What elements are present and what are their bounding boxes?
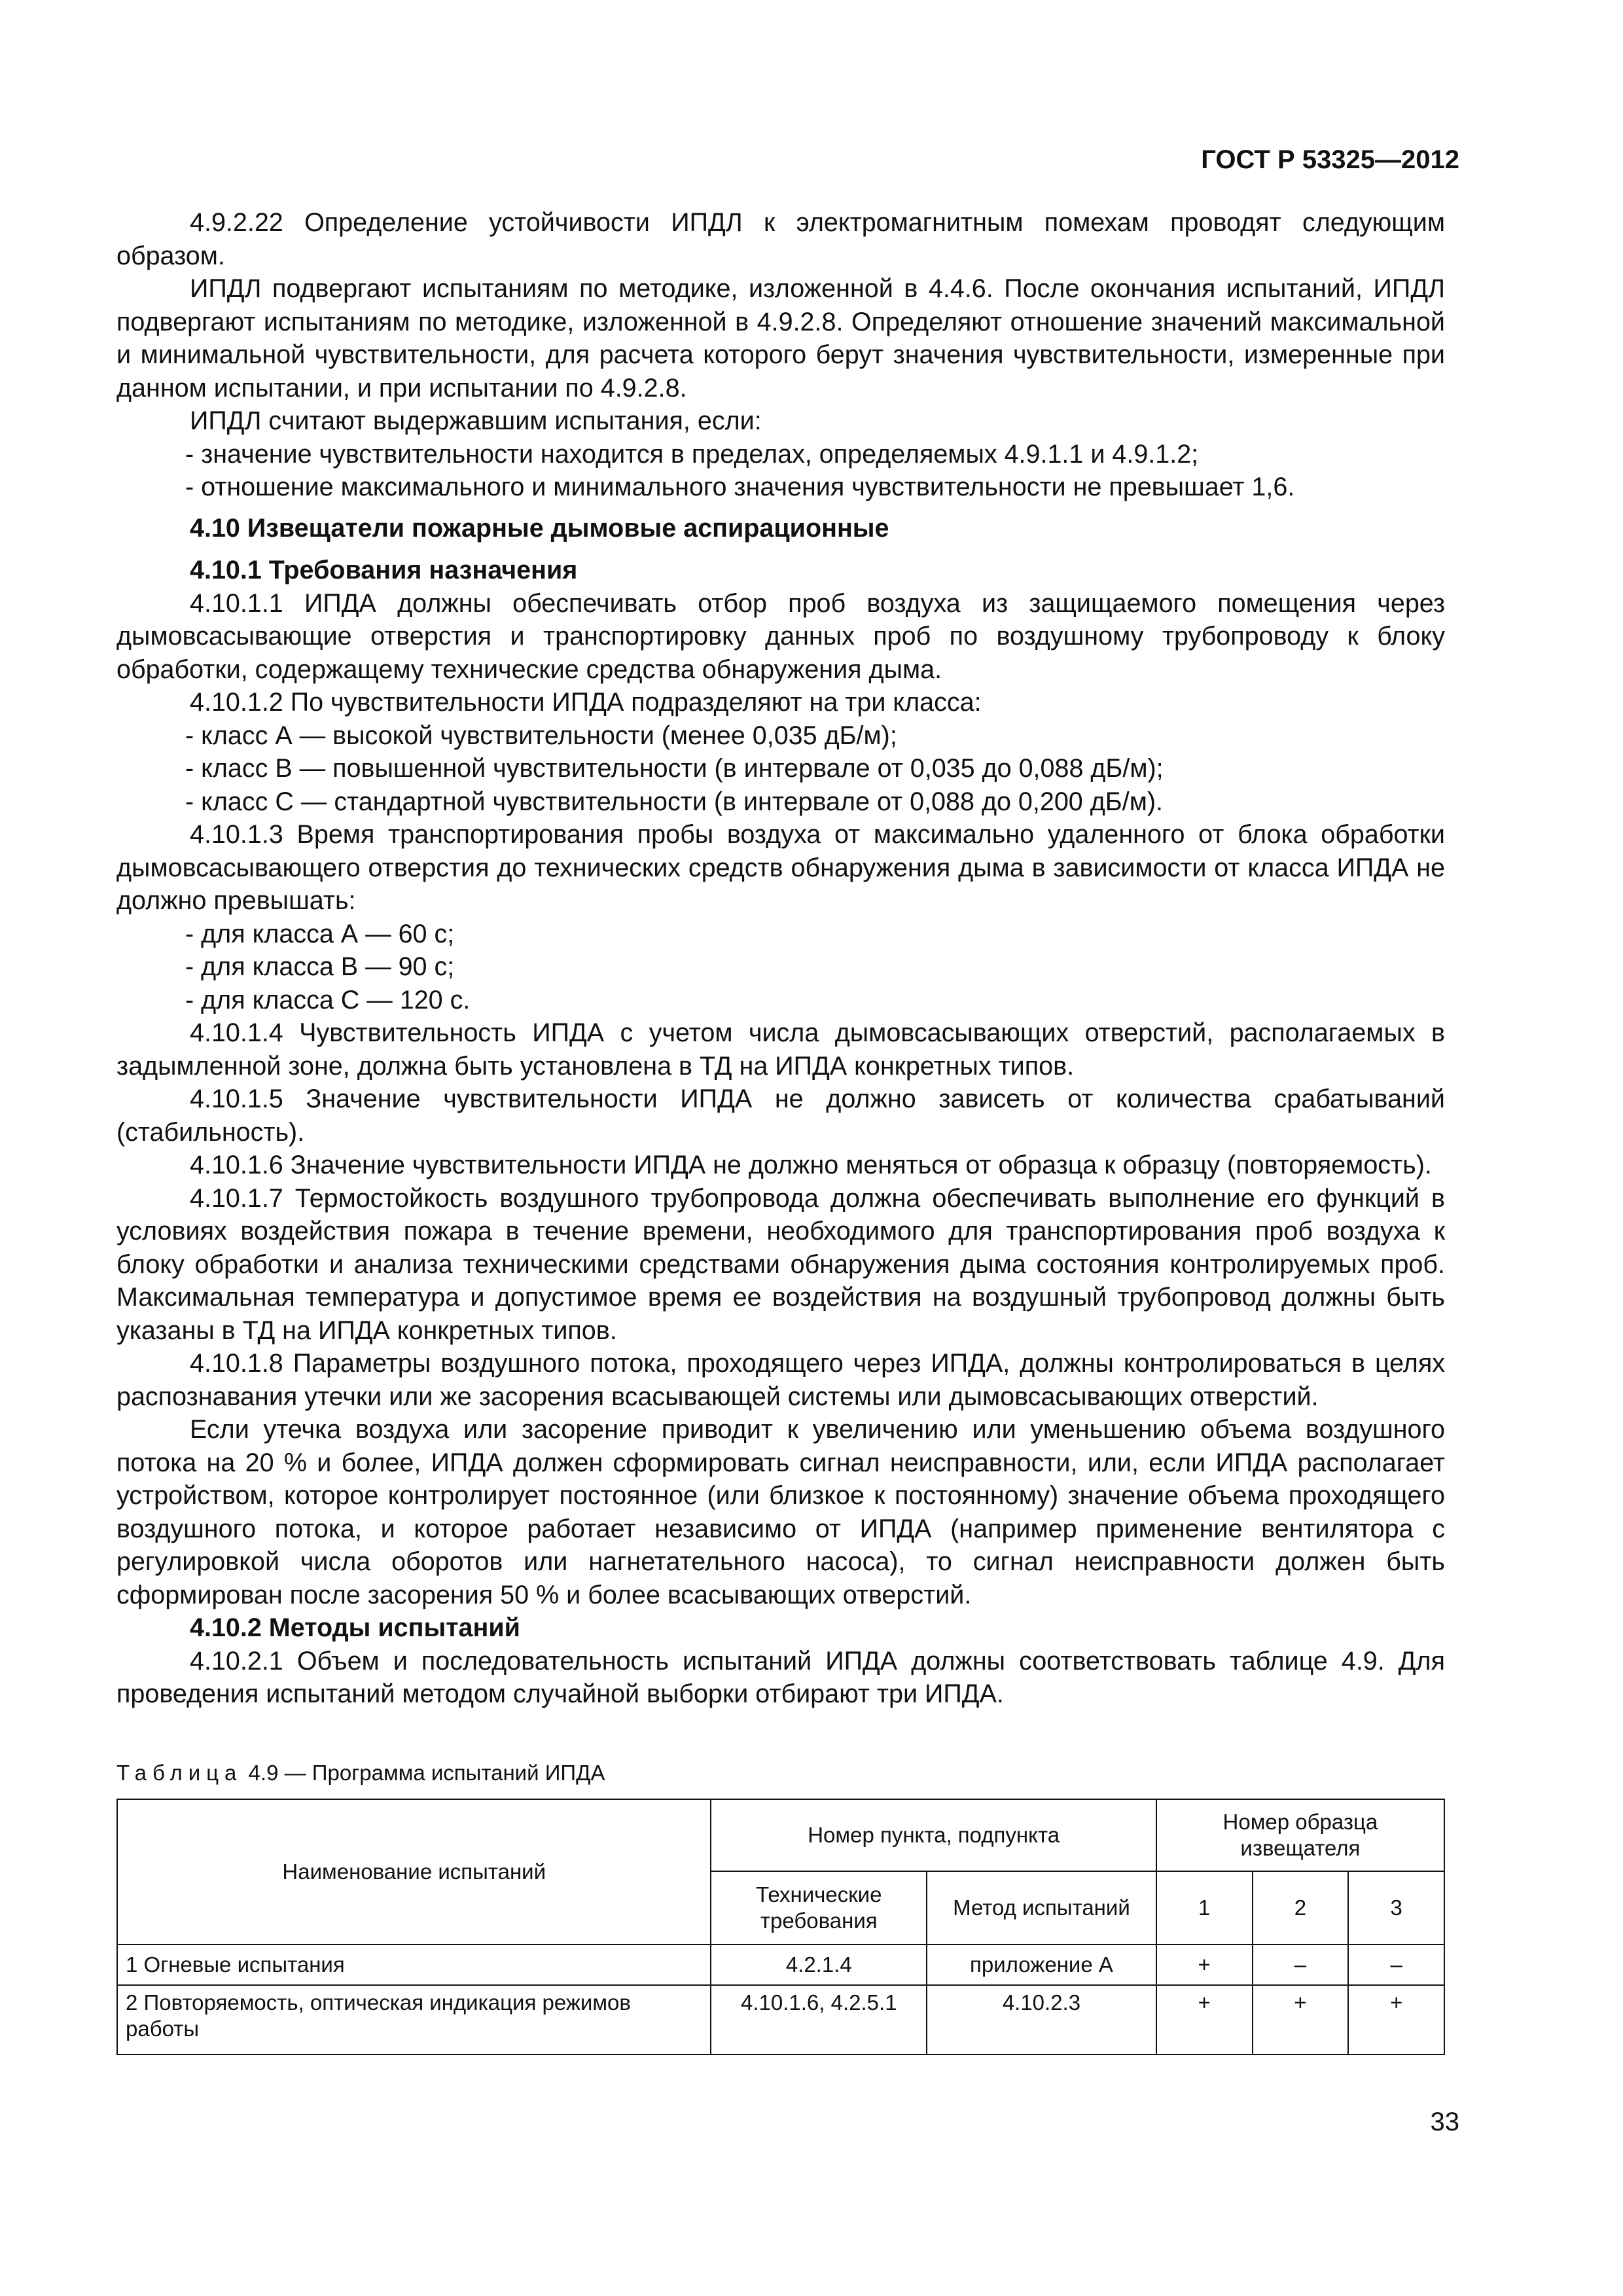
- header-tech-requirements: Технические требования: [711, 1871, 927, 1945]
- table-row: [117, 1945, 1444, 1985]
- cell-sample-2: +: [1253, 1985, 1349, 2054]
- list-item: - класс А — высокой чувствительности (менее 0,035 дБ/м);: [185, 721, 897, 750]
- list-item: - для класса В — 90 с;: [185, 952, 455, 981]
- paragraph: ИПДЛ подвергают испытаниям по методике, изложенной в 4.4.6. После окончания испытаний, ИПДЛ подвергают испытаниям по методике, изложенной в 4.9.2.8. Определяют отношение значений максимальной и минимальной чувствительности, для расчета которого берут значения чувствительности, измеренные при данном испытании, и при испытании по 4.9.2.8.: [116, 274, 1445, 403]
- cell-sample-2: –: [1253, 1945, 1349, 1985]
- cell-method: приложение А: [927, 1945, 1156, 1985]
- document-header: ГОСТ Р 53325—2012: [1201, 145, 1459, 174]
- header-sample-3: 3: [1348, 1871, 1444, 1945]
- cell-sample-1: +: [1156, 1945, 1253, 1985]
- header-sample-2: 2: [1253, 1871, 1349, 1945]
- paragraph: 4.10.1.8 Параметры воздушного потока, проходящего через ИПДА, должны контролироваться в целях распознавания утечки или же засорения всасывающей системы или дымовсасывающих отверстий.: [116, 1349, 1445, 1411]
- cell-method: 4.10.2.3: [927, 1985, 1156, 2054]
- cell-sample-3: –: [1348, 1945, 1444, 1985]
- paragraph: ИПДЛ считают выдержавшим испытания, если:: [190, 406, 762, 435]
- paragraph: 4.9.2.22 Определение устойчивости ИПДЛ к электромагнитным помехам проводят следующим образом.: [116, 208, 1445, 270]
- subsection-heading: 4.10.2 Методы испытаний: [190, 1613, 520, 1642]
- header-test-name: Наименование испытаний: [117, 1799, 711, 1945]
- paragraph: 4.10.1.1 ИПДА должны обеспечивать отбор проб воздуха из защищаемого помещения через дымовсасывающие отверстия и транспортировку данных проб по воздушному трубопроводу к блоку обработки, содержащему технические средства обнаружения дыма.: [116, 588, 1445, 684]
- cell-sample-1: +: [1156, 1985, 1253, 2054]
- paragraph: 4.10.1.5 Значение чувствительности ИПДА не должно зависеть от количества срабатываний (стабильность).: [116, 1085, 1445, 1147]
- header-clause-number: Номер пункта, подпункта: [711, 1799, 1156, 1871]
- table-caption-title: 4.9 — Программа испытаний ИПДА: [242, 1761, 605, 1785]
- document-body: [116, 206, 1445, 1711]
- paragraph: 4.10.2.1 Объем и последовательность испытаний ИПДА должны соответствовать таблице 4.9. Для проведения испытаний методом случайной выборки отбирают три ИПДА.: [116, 1646, 1445, 1708]
- paragraph: Если утечка воздуха или засорение приводит к увеличению или уменьшению объема воздушного потока на 20 % и более, ИПДА должен сформировать сигнал неисправности, или, если ИПДА располагает устройством, которое контролирует постоянное (или близкое к постоянному) значение объема проходящего воздушного потока, и которое работает независимо от ИПДА (например применение вентилятора с регулировкой числа оборотов или нагнетательного насоса), то сигнал неисправности должен быть сформирован после засорения 50 % и более всасывающих отверстий.: [116, 1415, 1445, 1609]
- header-sample-1: 1: [1156, 1871, 1253, 1945]
- paragraph: 4.10.1.7 Термостойкость воздушного трубопровода должна обеспечивать выполнение его функций в условиях воздействия пожара в течение времени, необходимого для транспортирования проб воздуха к блоку обработки и анализа техническими средствами обнаружения дыма состояния контролируемых проб. Максимальная температура и допустимое время ее воздействия на воздушный трубопровод должны быть указаны в ТД на ИПДА конкретных типов.: [116, 1183, 1445, 1345]
- cell-test-name: 1 Огневые испытания: [117, 1945, 711, 1985]
- paragraph: 4.10.1.4 Чувствительность ИПДА с учетом числа дымовсасывающих отверстий, располагаемых в задымленной зоне, должна быть установлена в ТД на ИПДА конкретных типов.: [116, 1018, 1445, 1081]
- table-row: [117, 1985, 1444, 2054]
- list-item: - для класса С — 120 с.: [185, 985, 471, 1014]
- subsection-heading: 4.10.1 Требования назначения: [190, 556, 578, 584]
- table-caption: [116, 1761, 605, 1785]
- header-sample-number: Номер образца извещателя: [1156, 1799, 1444, 1871]
- header-test-method: Метод испытаний: [927, 1871, 1156, 1945]
- list-item: - значение чувствительности находится в пределах, определяемых 4.9.1.1 и 4.9.1.2;: [185, 439, 1199, 469]
- paragraph: 4.10.1.2 По чувствительности ИПДА подразделяют на три класса:: [190, 688, 982, 717]
- paragraph: 4.10.1.6 Значение чувствительности ИПДА не должно меняться от образца к образцу (повторяемость).: [190, 1151, 1432, 1179]
- paragraph: 4.10.1.3 Время транспортирования пробы воздуха от максимально удаленного от блока обработки дымовсасывающего отверстия до технических средств обнаружения дыма в зависимости от класса ИПДА не должно превышать:: [116, 820, 1445, 915]
- list-item: - класс С — стандартной чувствительности (в интервале от 0,088 до 0,200 дБ/м).: [185, 787, 1163, 816]
- cell-sample-3: +: [1348, 1985, 1444, 2054]
- test-program-table: [116, 1799, 1445, 2055]
- section-heading: 4.10 Извещатели пожарные дымовые аспирационные: [190, 513, 889, 543]
- cell-test-name: 2 Повторяемость, оптическая индикация режимов работы: [117, 1985, 711, 2054]
- list-item: - класс В — повышенной чувствительности (в интервале от 0,035 до 0,088 дБ/м);: [185, 754, 1164, 783]
- list-item: - для класса А — 60 с;: [185, 919, 455, 948]
- table-caption-label: Таблица: [116, 1761, 243, 1785]
- list-item: - отношение максимального и минимального значения чувствительности не превышает 1,6.: [185, 473, 1295, 501]
- cell-tech: 4.2.1.4: [711, 1945, 927, 1985]
- cell-tech: 4.10.1.6, 4.2.5.1: [711, 1985, 927, 2054]
- page-number: 33: [1430, 2108, 1459, 2136]
